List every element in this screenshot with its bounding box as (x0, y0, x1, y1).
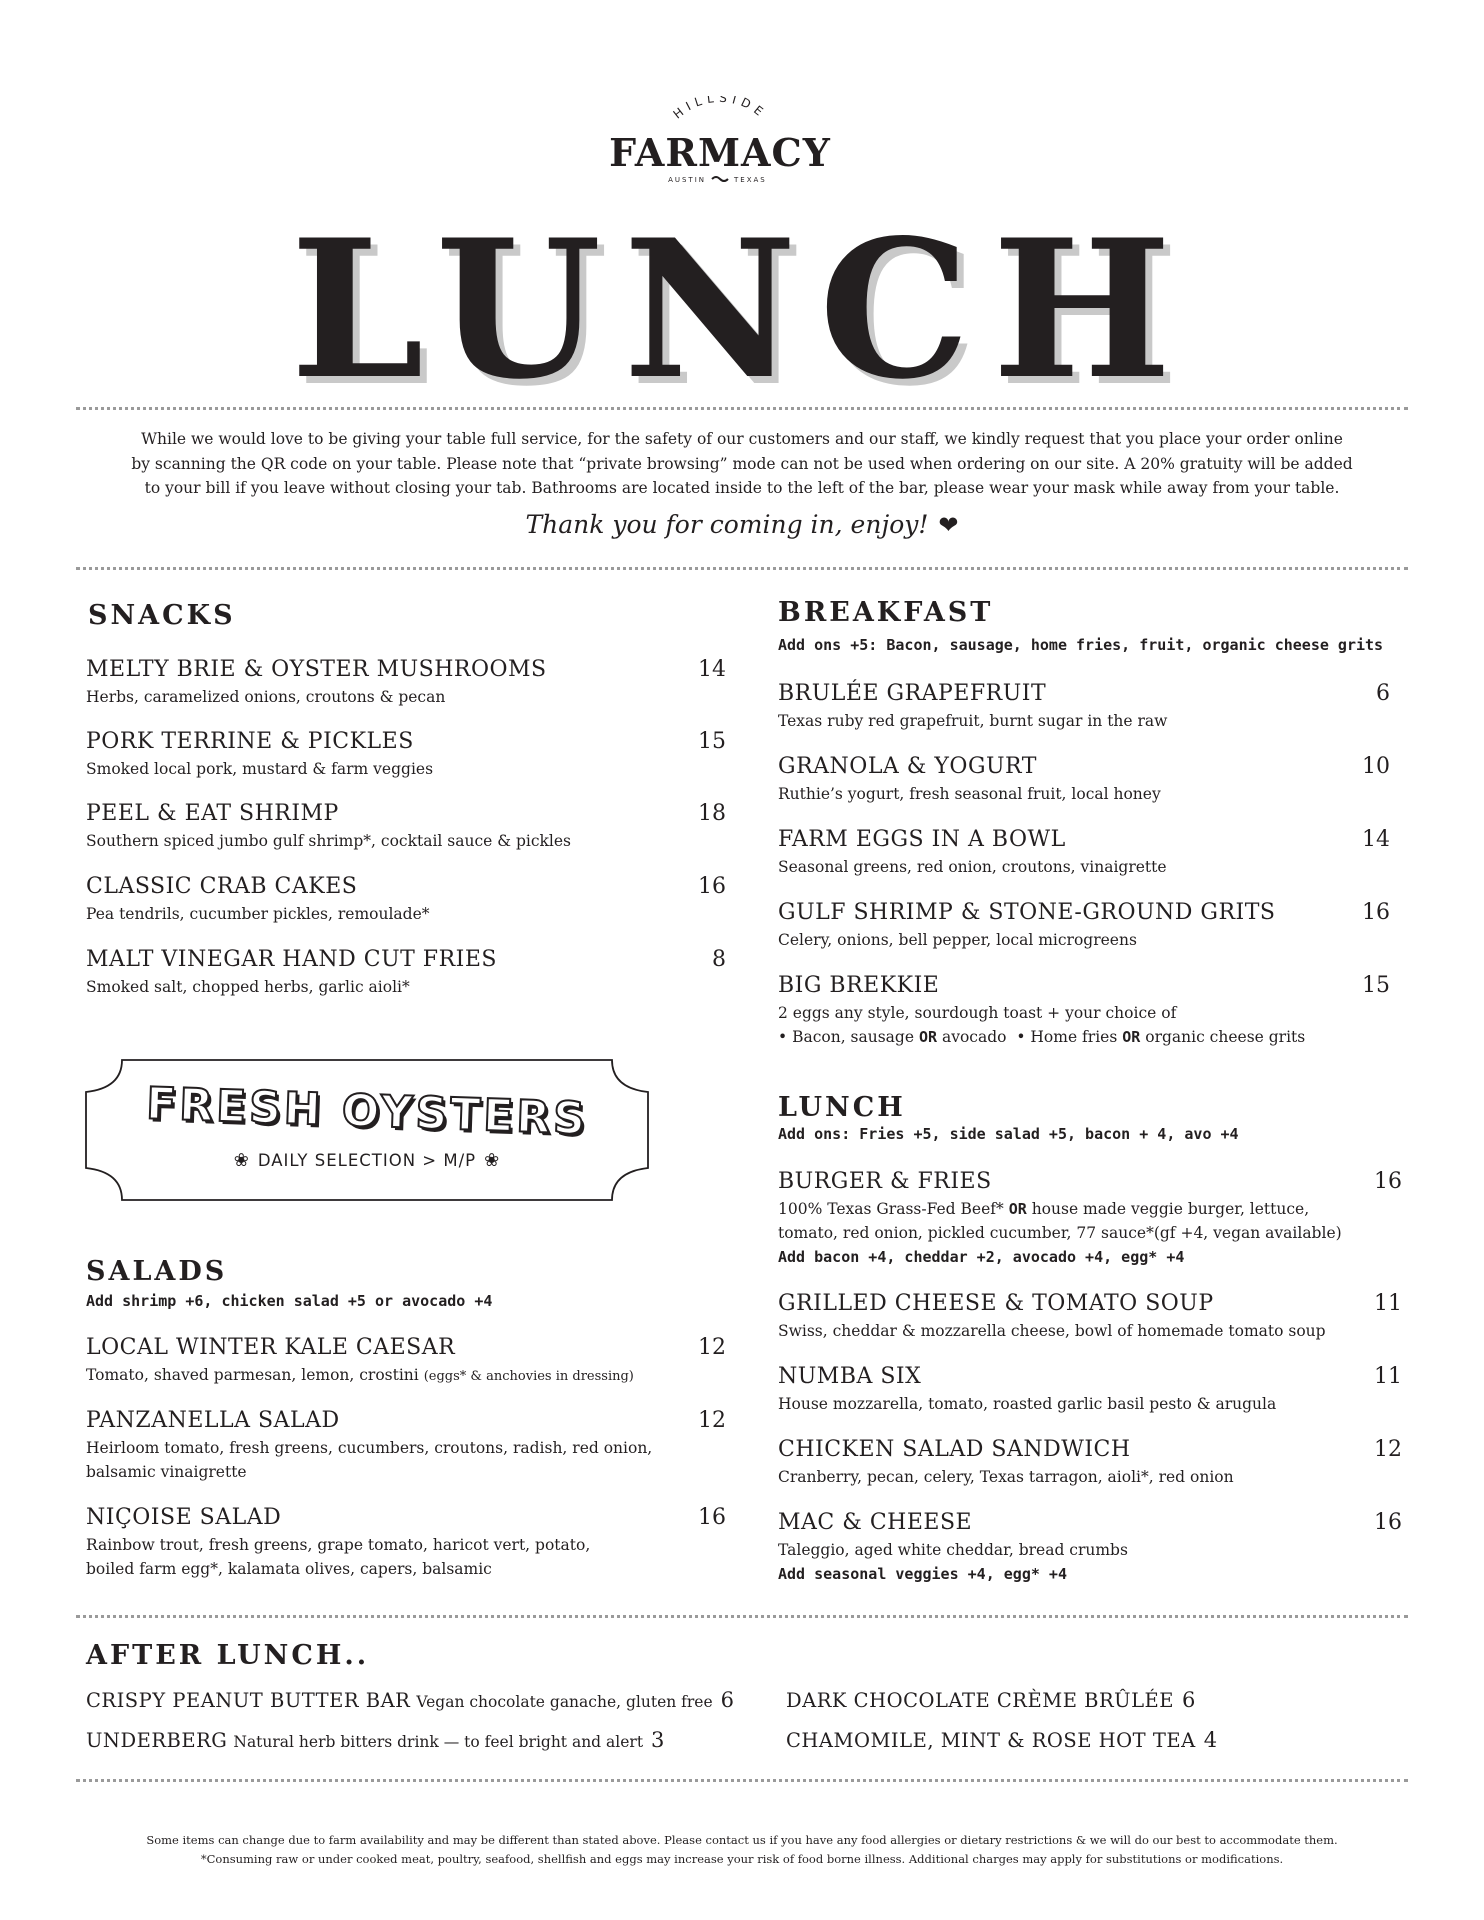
item-name: GRANOLA & YOGURT (778, 754, 1037, 779)
item-price: 8 (712, 947, 726, 972)
item-addons: Add seasonal veggies +4, egg* +4 (778, 1565, 1067, 1583)
menu-item (778, 1290, 1402, 1343)
item-price: 16 (1374, 1169, 1402, 1194)
item-name: CRISPY PEANUT BUTTER BAR (86, 1689, 411, 1712)
item-name: BRULÉE GRAPEFRUIT (778, 681, 1047, 706)
item-desc: Smoked local pork, mustard & farm veggies (86, 760, 434, 778)
item-name: CHAMOMILE, MINT & ROSE HOT TEA (786, 1729, 1196, 1752)
logo-arc-text: HILLSIDE (670, 96, 770, 122)
item-desc-note: (eggs* & anchovies in dressing) (423, 1369, 634, 1384)
item-desc-line: boiled farm egg*, kalamata olives, capers, balsamic (86, 1560, 492, 1578)
footer-line: *Consuming raw or under cooked meat, poultry, seafood, shellfish and eggs may increase your risk of food borne illness. Additional charges may apply for substitutions or modifications. (200, 1852, 1284, 1866)
item-desc: Swiss, cheddar & mozzarella cheese, bowl of homemade tomato soup (778, 1322, 1326, 1340)
after-lunch-heading: AFTER LUNCH.. (86, 1640, 370, 1671)
wheat-icon: ❀ (484, 1150, 501, 1171)
item-desc: Texas ruby red grapefruit, burnt sugar in the raw (778, 712, 1168, 730)
menu-item (86, 728, 726, 781)
item-name: MAC & CHEESE (778, 1510, 973, 1535)
item-price: 18 (698, 801, 726, 826)
item-desc-line: balsamic vinaigrette (86, 1463, 247, 1481)
item-desc-part: 100% Texas Grass-Fed Beef* (778, 1200, 1004, 1218)
menu-item (778, 1436, 1402, 1489)
thank-you-note (0, 510, 1484, 539)
breakfast-addons: Add ons +5: Bacon, sausage, home fries, fruit, organic cheese grits (778, 636, 1384, 654)
item-name: CLASSIC CRAB CAKES (86, 874, 358, 899)
divider (76, 1615, 1408, 1618)
item-price: 6 (1182, 1688, 1196, 1712)
divider (76, 1779, 1408, 1782)
menu-item (778, 1509, 1402, 1586)
oysters-title: FRESH OYSTERS (145, 1078, 589, 1145)
item-name: DARK CHOCOLATE CRÈME BRÛLÉE (786, 1689, 1174, 1712)
heart-icon: ❤ (938, 511, 959, 539)
page-title: LUNCH (290, 198, 1194, 421)
item-desc: Ruthie’s yogurt, fresh seasonal fruit, local honey (778, 785, 1161, 803)
item-name: FARM EGGS IN A BOWL (778, 827, 1066, 852)
item-desc: Herbs, caramelized onions, croutons & pecan (86, 688, 446, 706)
option-text: avocado (941, 1028, 1007, 1046)
item-desc (86, 1533, 726, 1581)
wheat-icon: ❀ (233, 1150, 250, 1171)
thank-you-text: Thank you for coming in, enjoy! (525, 510, 929, 539)
menu-item (778, 1363, 1402, 1416)
item-name: PANZANELLA SALAD (86, 1408, 340, 1433)
breakfast-heading: BREAKFAST (778, 597, 994, 628)
item-desc (86, 1363, 726, 1389)
item-desc: House mozzarella, tomato, roasted garlic basil pesto & arugula (778, 1395, 1277, 1413)
item-desc: Cranberry, pecan, celery, Texas tarragon, aioli*, red onion (778, 1468, 1234, 1486)
item-name: MALT VINEGAR HAND CUT FRIES (86, 947, 497, 972)
item-desc-line: Rainbow trout, fresh greens, grape tomato, haricot vert, potato, (86, 1536, 591, 1554)
item-desc: Seasonal greens, red onion, croutons, vinaigrette (778, 858, 1167, 876)
option-text: • Bacon, sausage (778, 1028, 915, 1046)
menu-item (778, 680, 1390, 733)
item-price: 16 (1374, 1510, 1402, 1535)
item-desc (778, 1197, 1402, 1269)
or-label: OR (1122, 1028, 1141, 1046)
item-price: 16 (1362, 900, 1390, 925)
option-text: organic cheese grits (1145, 1028, 1306, 1046)
snacks-heading: SNACKS (88, 600, 236, 631)
menu-item (778, 972, 1390, 1049)
restaurant-logo (590, 96, 850, 196)
item-desc-line: 2 eggs any style, sourdough toast + your choice of (778, 1004, 1177, 1022)
item-name: GRILLED CHEESE & TOMATO SOUP (778, 1291, 1214, 1316)
item-desc (778, 1001, 1390, 1049)
item-desc: Southern spiced jumbo gulf shrimp*, cocktail sauce & pickles (86, 832, 572, 850)
item-name: BURGER & FRIES (778, 1169, 992, 1194)
oysters-selection: DAILY SELECTION > M/P (257, 1151, 477, 1170)
or-label: OR (1008, 1200, 1027, 1218)
footer-disclaimer (60, 1831, 1424, 1869)
item-price: 15 (698, 729, 726, 754)
item-price: 12 (698, 1408, 726, 1433)
menu-item (86, 946, 726, 999)
item-desc-options (778, 1025, 1390, 1049)
item-desc-line (778, 1197, 1402, 1221)
item-price: 12 (1374, 1437, 1402, 1462)
item-name: PEEL & EAT SHRIMP (86, 801, 339, 826)
item-price: 3 (651, 1728, 665, 1752)
item-price: 15 (1362, 973, 1390, 998)
intro-line: While we would love to be giving your table full service, for the safety of our customers and our staff, we kindly request that you place your order online (141, 430, 1343, 448)
fresh-oysters-badge (84, 1058, 650, 1202)
menu-item (86, 800, 726, 853)
item-name: LOCAL WINTER KALE CAESAR (86, 1335, 456, 1360)
divider (76, 407, 1408, 410)
menu-item (778, 826, 1390, 879)
item-desc-part: house made veggie burger, lettuce, (1031, 1200, 1310, 1218)
item-price: 14 (698, 657, 726, 682)
item-price: 10 (1362, 754, 1390, 779)
logo-graphic (590, 96, 850, 196)
item-desc: Pea tendrils, cucumber pickles, remoulade* (86, 905, 430, 923)
salads-addons: Add shrimp +6, chicken salad +5 or avocado +4 (86, 1292, 493, 1310)
logo-ornament-icon (712, 177, 728, 181)
salads-heading: SALADS (86, 1256, 228, 1287)
item-name: MELTY BRIE & OYSTER MUSHROOMS (86, 657, 547, 682)
logo-state: TEXAS (734, 176, 767, 184)
item-price: 14 (1362, 827, 1390, 852)
menu-item (86, 1504, 726, 1581)
option-text: • Home fries (1016, 1028, 1118, 1046)
oysters-subtitle (84, 1150, 650, 1171)
lunch-heading: LUNCH (778, 1092, 906, 1123)
after-lunch-item (86, 1728, 664, 1752)
intro-text (110, 427, 1374, 501)
item-name: GULF SHRIMP & STONE-GROUND GRITS (778, 900, 1276, 925)
logo-city: AUSTIN (668, 176, 706, 184)
item-price: 6 (1376, 681, 1390, 706)
divider (76, 567, 1408, 570)
menu-item (778, 1168, 1402, 1269)
menu-item (778, 753, 1390, 806)
item-desc-main: Tomato, shaved parmesan, lemon, crostini (86, 1366, 419, 1384)
item-desc: Vegan chocolate ganache, gluten free (416, 1693, 713, 1711)
item-name: UNDERBERG (86, 1729, 228, 1752)
menu-item (86, 873, 726, 926)
item-price: 11 (1374, 1291, 1402, 1316)
item-price: 16 (698, 874, 726, 899)
after-lunch-item (786, 1728, 1217, 1752)
item-price: 16 (698, 1505, 726, 1530)
item-name: PORK TERRINE & PICKLES (86, 729, 414, 754)
item-desc: Celery, onions, bell pepper, local microgreens (778, 931, 1137, 949)
menu-item (86, 1334, 726, 1389)
item-addons: Add bacon +4, cheddar +2, avocado +4, egg* +4 (778, 1248, 1185, 1266)
item-name: NUMBA SIX (778, 1364, 922, 1389)
intro-line: by scanning the QR code on your table. Please note that “private browsing” mode can not be used when ordering on our site. A 20% gratuity will be added (131, 454, 1353, 473)
item-desc (86, 1436, 726, 1484)
svg-text:HILLSIDE (671, 96, 770, 122)
item-desc: Smoked salt, chopped herbs, garlic aioli* (86, 978, 410, 996)
menu-item (86, 656, 726, 709)
after-lunch-item (786, 1688, 1195, 1712)
logo-name: FARMACY (609, 130, 831, 175)
item-price: 11 (1374, 1364, 1402, 1389)
menu-item (86, 1407, 726, 1484)
item-price: 6 (720, 1688, 735, 1712)
after-lunch-item (86, 1688, 734, 1712)
item-desc (778, 1538, 1402, 1586)
item-name: CHICKEN SALAD SANDWICH (778, 1437, 1131, 1462)
item-price: 12 (698, 1335, 726, 1360)
item-desc-line: Heirloom tomato, fresh greens, cucumbers, croutons, radish, red onion, (86, 1439, 653, 1457)
item-desc: Natural herb bitters drink — to feel bright and alert (233, 1733, 644, 1751)
intro-line: to your bill if you leave without closing your tab. Bathrooms are located inside to the left of the bar, please wear your mask while away from your table. (144, 479, 1340, 497)
item-desc-line: Taleggio, aged white cheddar, bread crumbs (778, 1541, 1128, 1559)
or-label: OR (918, 1028, 938, 1046)
menu-item (778, 899, 1390, 952)
footer-line: Some items can change due to farm availability and may be different than stated above. Please contact us if you have any food allergies or dietary restrictions & we will do our best to accommodate them. (146, 1833, 1338, 1847)
lunch-addons: Add ons: Fries +5, side salad +5, bacon + 4, avo +4 (778, 1125, 1239, 1143)
item-desc-line: tomato, red onion, pickled cucumber, 77 sauce*(gf +4, vegan available) (778, 1224, 1342, 1242)
item-name: NIÇOISE SALAD (86, 1505, 282, 1530)
item-price: 4 (1203, 1728, 1218, 1752)
item-name: BIG BREKKIE (778, 973, 940, 998)
